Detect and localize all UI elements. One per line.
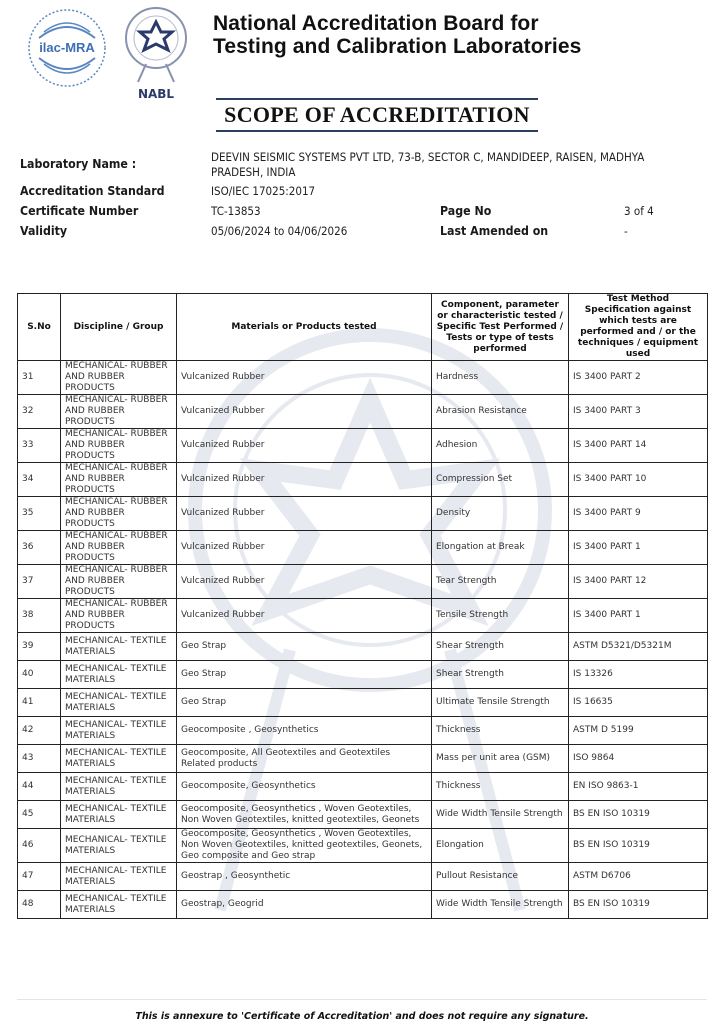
cell-material: Geocomposite, Geosynthetics , Woven Geotextiles, Non Woven Geotextiles, knitted geotextiles, Geonets — [177, 801, 432, 829]
header-materials: Materials or Products tested — [177, 294, 432, 361]
cell-component: Thickness — [432, 717, 569, 745]
table-row — [18, 565, 708, 599]
page-value: 3 of 4 — [624, 204, 654, 218]
cell-material: Geostrap , Geosynthetic — [177, 863, 432, 891]
cell-component: Adhesion — [432, 429, 569, 463]
cell-sno: 38 — [18, 599, 61, 633]
cell-discipline: MECHANICAL- RUBBER AND RUBBER PRODUCTS — [61, 599, 177, 633]
cell-discipline: MECHANICAL- TEXTILE MATERIALS — [61, 891, 177, 919]
cell-material: Geostrap, Geogrid — [177, 891, 432, 919]
table-header-row — [18, 294, 708, 361]
cell-sno: 43 — [18, 745, 61, 773]
cell-material: Vulcanized Rubber — [177, 497, 432, 531]
table-row — [18, 689, 708, 717]
cell-material: Geocomposite, All Geotextiles and Geotextiles Related products — [177, 745, 432, 773]
cell-material: Geo Strap — [177, 661, 432, 689]
cell-component: Shear Strength — [432, 661, 569, 689]
cell-component: Abrasion Resistance — [432, 395, 569, 429]
table-row — [18, 599, 708, 633]
cell-method: ISO 9864 — [569, 745, 708, 773]
cell-sno: 40 — [18, 661, 61, 689]
cell-component: Elongation at Break — [432, 531, 569, 565]
amended-value: - — [624, 224, 628, 238]
footer-note: This is annexure to 'Certificate of Accreditation' and does not require any signature. — [135, 1011, 589, 1022]
scope-rule-bottom — [216, 130, 538, 132]
cell-method: IS 3400 PART 14 — [569, 429, 708, 463]
cell-sno: 46 — [18, 829, 61, 863]
cell-material: Geo Strap — [177, 689, 432, 717]
cell-sno: 32 — [18, 395, 61, 429]
table-row — [18, 497, 708, 531]
cell-material: Vulcanized Rubber — [177, 429, 432, 463]
cell-sno: 41 — [18, 689, 61, 717]
certificate-label: Certificate Number — [20, 204, 139, 218]
standard-label: Accreditation Standard — [20, 184, 165, 198]
cell-discipline: MECHANICAL- RUBBER AND RUBBER PRODUCTS — [61, 565, 177, 599]
table-row — [18, 801, 708, 829]
svg-text:NABL: NABL — [137, 87, 175, 101]
cell-method: IS 16635 — [569, 689, 708, 717]
cell-discipline: MECHANICAL- RUBBER AND RUBBER PRODUCTS — [61, 361, 177, 395]
cell-component: Wide Width Tensile Strength — [432, 891, 569, 919]
ilac-mra-logo — [27, 8, 107, 88]
cell-discipline: MECHANICAL- TEXTILE MATERIALS — [61, 801, 177, 829]
cell-method: IS 3400 PART 3 — [569, 395, 708, 429]
cell-component: Pullout Resistance — [432, 863, 569, 891]
cell-sno: 35 — [18, 497, 61, 531]
cell-discipline: MECHANICAL- TEXTILE MATERIALS — [61, 863, 177, 891]
table-row — [18, 891, 708, 919]
table-row — [18, 361, 708, 395]
cell-sno: 47 — [18, 863, 61, 891]
cell-component: Wide Width Tensile Strength — [432, 801, 569, 829]
header-component: Component, parameter or characteristic tested / Specific Test Performed / Tests or type of tests performed — [432, 294, 569, 361]
cell-sno: 45 — [18, 801, 61, 829]
cell-component: Mass per unit area (GSM) — [432, 745, 569, 773]
cell-discipline: MECHANICAL- TEXTILE MATERIALS — [61, 773, 177, 801]
scope-table — [17, 293, 708, 919]
cell-method: BS EN ISO 10319 — [569, 829, 708, 863]
cell-material: Vulcanized Rubber — [177, 361, 432, 395]
cell-discipline: MECHANICAL- RUBBER AND RUBBER PRODUCTS — [61, 395, 177, 429]
cell-material: Vulcanized Rubber — [177, 565, 432, 599]
cell-method: IS 3400 PART 9 — [569, 497, 708, 531]
cell-method: ASTM D6706 — [569, 863, 708, 891]
cell-sno: 31 — [18, 361, 61, 395]
table-row — [18, 863, 708, 891]
table-row — [18, 829, 708, 863]
cell-material: Vulcanized Rubber — [177, 599, 432, 633]
cell-material: Geocomposite, Geosynthetics — [177, 773, 432, 801]
cell-discipline: MECHANICAL- TEXTILE MATERIALS — [61, 633, 177, 661]
cell-discipline: MECHANICAL- TEXTILE MATERIALS — [61, 689, 177, 717]
lab-name-line-1: DEEVIN SEISMIC SYSTEMS PVT LTD, 73-B, SECTOR C, MANDIDEEP, RAISEN, MADHYA — [211, 150, 645, 164]
cell-discipline: MECHANICAL- RUBBER AND RUBBER PRODUCTS — [61, 497, 177, 531]
cell-material: Geocomposite, Geosynthetics , Woven Geotextiles, Non Woven Geotextiles, knitted geotextiles, Geonets, Geo composite and Geo strap — [177, 829, 432, 863]
cell-method: ASTM D5321/D5321M — [569, 633, 708, 661]
cell-method: IS 13326 — [569, 661, 708, 689]
cell-discipline: MECHANICAL- TEXTILE MATERIALS — [61, 745, 177, 773]
cell-component: Hardness — [432, 361, 569, 395]
cell-component: Shear Strength — [432, 633, 569, 661]
cell-sno: 37 — [18, 565, 61, 599]
cell-component: Density — [432, 497, 569, 531]
cell-component: Thickness — [432, 773, 569, 801]
title-line-1: National Accreditation Board for — [213, 12, 539, 35]
table-row — [18, 773, 708, 801]
cell-method: IS 3400 PART 2 — [569, 361, 708, 395]
certificate-value: TC-13853 — [211, 204, 261, 218]
cell-method: BS EN ISO 10319 — [569, 801, 708, 829]
svg-text:ilac-MRA: ilac-MRA — [39, 40, 95, 55]
cell-material: Vulcanized Rubber — [177, 531, 432, 565]
cell-material: Vulcanized Rubber — [177, 463, 432, 497]
cell-sno: 48 — [18, 891, 61, 919]
cell-method: IS 3400 PART 1 — [569, 531, 708, 565]
cell-component: Tear Strength — [432, 565, 569, 599]
cell-discipline: MECHANICAL- RUBBER AND RUBBER PRODUCTS — [61, 531, 177, 565]
cell-method: BS EN ISO 10319 — [569, 891, 708, 919]
cell-sno: 42 — [18, 717, 61, 745]
header-sno: S.No — [18, 294, 61, 361]
cell-method: ASTM D 5199 — [569, 717, 708, 745]
page-label: Page No — [440, 204, 492, 218]
cell-material: Geo Strap — [177, 633, 432, 661]
cell-component: Ultimate Tensile Strength — [432, 689, 569, 717]
table-row — [18, 633, 708, 661]
organization-title — [213, 12, 581, 58]
cell-sno: 34 — [18, 463, 61, 497]
cell-method: IS 3400 PART 12 — [569, 565, 708, 599]
cell-method: EN ISO 9863-1 — [569, 773, 708, 801]
cell-discipline: MECHANICAL- RUBBER AND RUBBER PRODUCTS — [61, 429, 177, 463]
title-line-2: Testing and Calibration Laboratories — [213, 35, 582, 58]
cell-discipline: MECHANICAL- TEXTILE MATERIALS — [61, 717, 177, 745]
table-row — [18, 717, 708, 745]
table-row — [18, 429, 708, 463]
header-discipline: Discipline / Group — [61, 294, 177, 361]
nabl-logo — [122, 6, 190, 102]
scope-heading — [216, 98, 538, 132]
table-row — [18, 395, 708, 429]
header-method: Test Method Specification against which tests are performed and / or the techniques / equipment used — [569, 294, 708, 361]
scope-title: SCOPE OF ACCREDITATION — [224, 102, 530, 127]
table-row — [18, 661, 708, 689]
cell-component: Elongation — [432, 829, 569, 863]
validity-value: 05/06/2024 to 04/06/2026 — [211, 224, 348, 238]
cell-discipline: MECHANICAL- TEXTILE MATERIALS — [61, 661, 177, 689]
cell-sno: 39 — [18, 633, 61, 661]
cell-material: Vulcanized Rubber — [177, 395, 432, 429]
cell-sno: 44 — [18, 773, 61, 801]
cell-material: Geocomposite , Geosynthetics — [177, 717, 432, 745]
validity-label: Validity — [20, 224, 68, 238]
cell-discipline: MECHANICAL- TEXTILE MATERIALS — [61, 829, 177, 863]
cell-sno: 36 — [18, 531, 61, 565]
lab-name-line-2: PRADESH, INDIA — [211, 165, 296, 179]
amended-label: Last Amended on — [440, 224, 549, 238]
footer-divider — [17, 999, 707, 1000]
cell-sno: 33 — [18, 429, 61, 463]
lab-name-label: Laboratory Name : — [20, 157, 137, 171]
cell-discipline: MECHANICAL- RUBBER AND RUBBER PRODUCTS — [61, 463, 177, 497]
cell-method: IS 3400 PART 1 — [569, 599, 708, 633]
cell-method: IS 3400 PART 10 — [569, 463, 708, 497]
table-row — [18, 531, 708, 565]
table-row — [18, 745, 708, 773]
standard-value: ISO/IEC 17025:2017 — [211, 184, 316, 198]
cell-component: Compression Set — [432, 463, 569, 497]
table-row — [18, 463, 708, 497]
cell-component: Tensile Strength — [432, 599, 569, 633]
